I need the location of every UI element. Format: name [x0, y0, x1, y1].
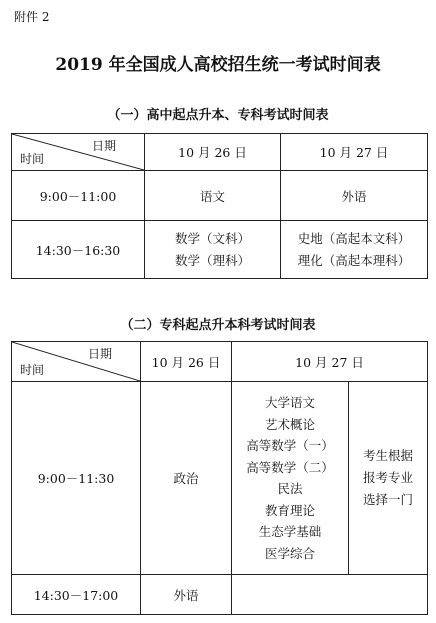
header-diagonal-cell [12, 134, 145, 171]
header-date-label: 日期 [87, 347, 112, 361]
note-cell [349, 382, 428, 575]
exam-subject: 民法 [277, 481, 303, 496]
date-header-1: 10 月 26 日 [145, 134, 281, 171]
exam-cell [281, 221, 428, 279]
note-line: 报考专业 [363, 470, 414, 485]
attachment-label: 附件 2 [14, 10, 50, 24]
time-cell: 14:30－17:00 [12, 575, 141, 615]
exam-subject: 医学综合 [264, 545, 315, 561]
schedule-table-2 [11, 341, 428, 615]
schedule-table-1 [11, 133, 428, 279]
time-cell: 9:00－11:30 [12, 382, 141, 575]
exam-subject: 高等数学（一） [246, 438, 334, 453]
header-time-label: 时间 [20, 152, 45, 166]
exam-subject: 史地（高起本文科） [297, 230, 411, 246]
exam-cell: 政治 [141, 382, 232, 575]
exam-subject: 理化（高起本理科） [297, 252, 411, 268]
section1-title: （一）高中起点升本、专科考试时间表 [107, 108, 329, 123]
exam-subject: 高等数学（二） [246, 459, 334, 475]
document-title: 2019 年全国成人高校招生统一考试时间表 [55, 55, 381, 75]
section2-title: （二）专科起点升本科考试时间表 [120, 318, 316, 333]
exam-subject: 生态学基础 [258, 524, 322, 539]
date-header-1: 10 月 26 日 [141, 342, 232, 382]
exam-subject: 艺术概论 [264, 416, 315, 432]
header-diagonal-cell [12, 342, 141, 382]
exam-cell [145, 221, 281, 279]
note-line: 考生根据 [363, 448, 414, 463]
exam-subject: 大学语文 [264, 395, 315, 410]
exam-cell: 语文 [145, 171, 281, 221]
header-date-label: 日期 [91, 139, 116, 153]
header-time-label: 时间 [20, 363, 45, 377]
exam-subject: 数学（文科） [174, 230, 250, 246]
date-header-2: 10 月 27 日 [232, 342, 428, 382]
exam-subject: 数学（理科） [174, 252, 250, 268]
exam-cell: 外语 [281, 171, 428, 221]
note-line: 选择一门 [363, 492, 414, 507]
exam-subject: 教育理论 [264, 502, 315, 518]
date-header-2: 10 月 27 日 [281, 134, 428, 171]
exam-cell: 外语 [141, 575, 232, 615]
subjects-cell [232, 382, 349, 575]
time-cell: 14:30－16:30 [12, 221, 145, 279]
time-cell: 9:00－11:00 [12, 171, 145, 221]
empty-cell [232, 575, 428, 615]
